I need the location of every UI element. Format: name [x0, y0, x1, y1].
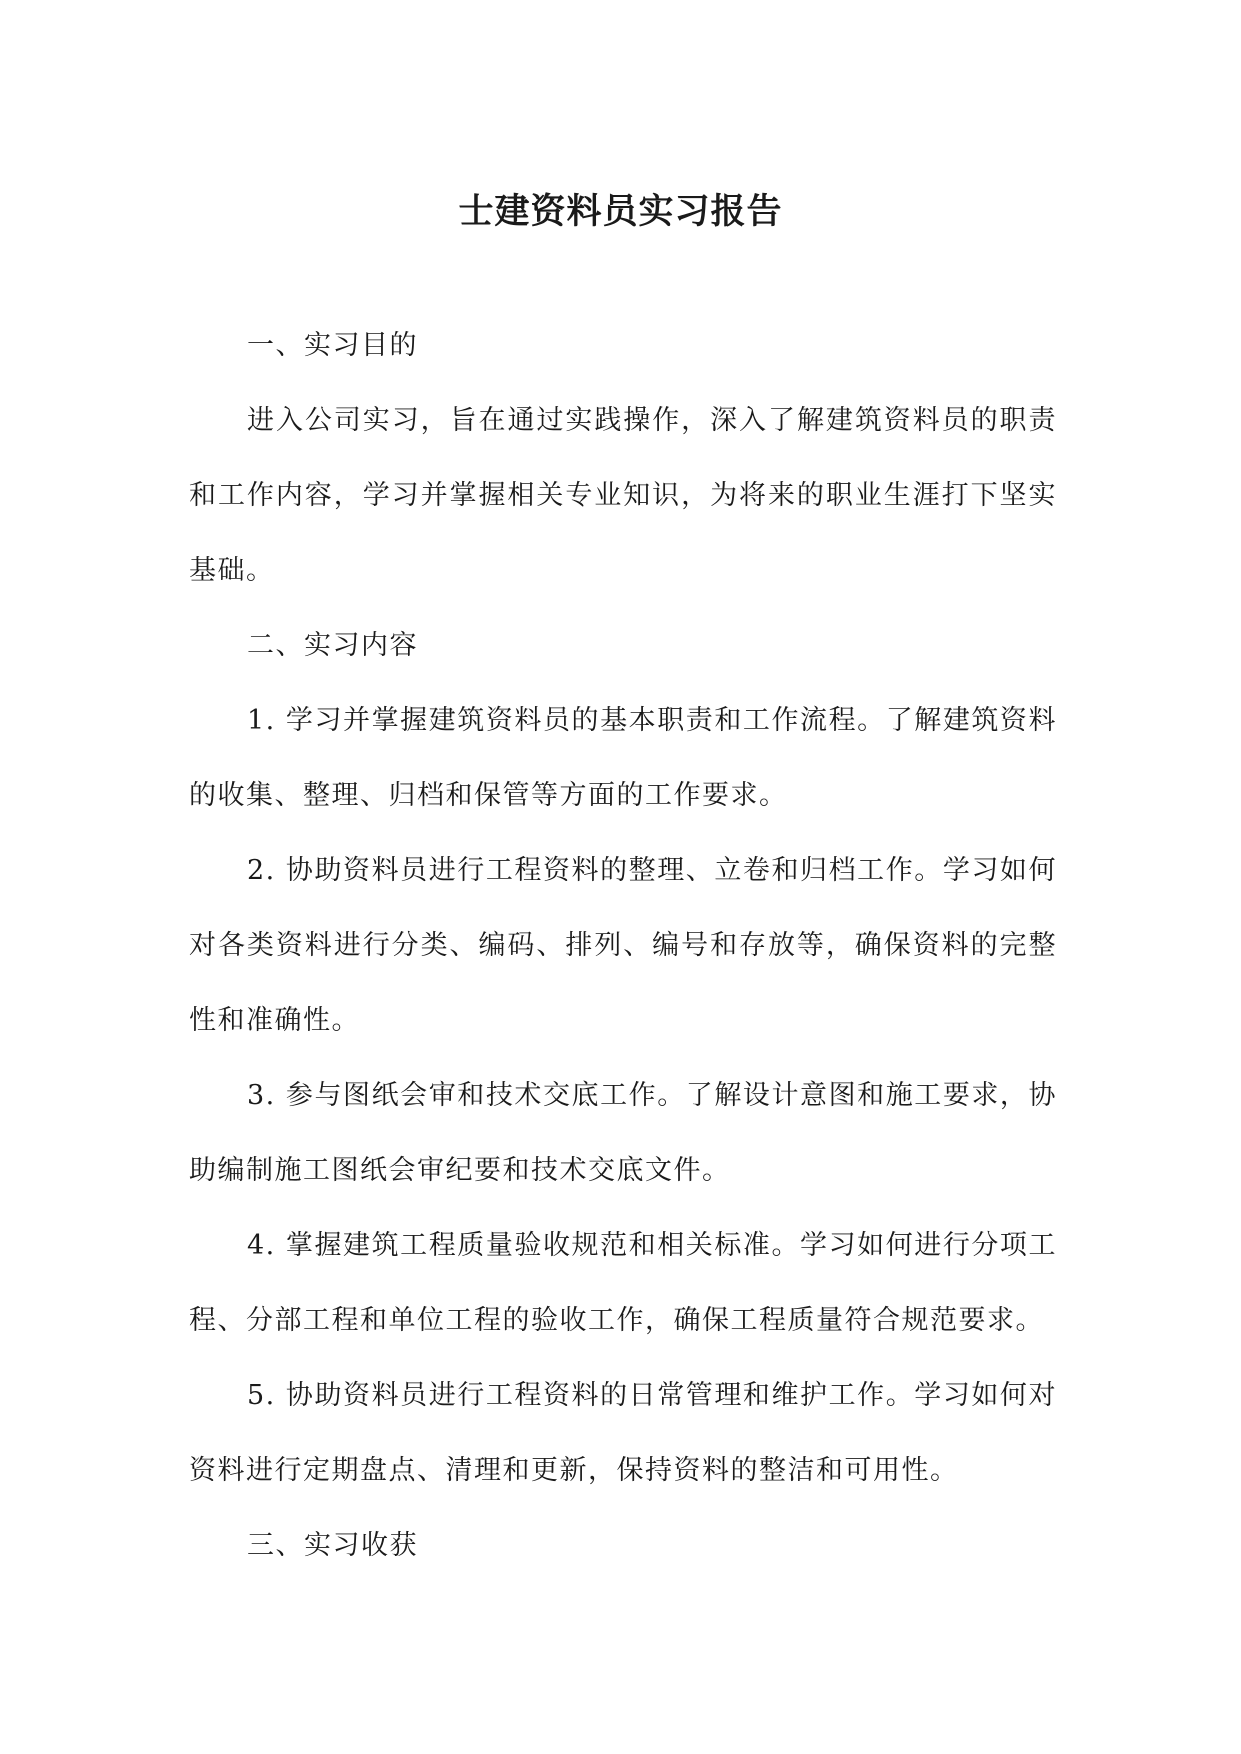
list-item-4: 4. 掌握建筑工程质量验收规范和相关标准。学习如何进行分项工程、分部工程和单位工程的验收工作，确保工程质量符合规范要求。	[189, 1230, 1057, 1336]
document-body	[189, 308, 1057, 1583]
paragraph-purpose: 进入公司实习，旨在通过实践操作，深入了解建筑资料员的职责和工作内容，学习并掌握相关专业知识，为将来的职业生涯打下坚实基础。	[189, 405, 1057, 586]
section-heading-gains: 三、实习收获	[247, 1530, 418, 1561]
list-item-3: 3. 参与图纸会审和技术交底工作。了解设计意图和施工要求，协助编制施工图纸会审纪要和技术交底文件。	[189, 1080, 1057, 1186]
section-heading-purpose: 一、实习目的	[247, 330, 418, 361]
list-item-1: 1. 学习并掌握建筑资料员的基本职责和工作流程。了解建筑资料的收集、整理、归档和保管等方面的工作要求。	[189, 705, 1057, 811]
list-item-2: 2. 协助资料员进行工程资料的整理、立卷和归档工作。学习如何对各类资料进行分类、编码、排列、编号和存放等，确保资料的完整性和准确性。	[189, 855, 1057, 1036]
list-item-5: 5. 协助资料员进行工程资料的日常管理和维护工作。学习如何对资料进行定期盘点、清理和更新，保持资料的整洁和可用性。	[189, 1380, 1057, 1486]
section-heading-content: 二、实习内容	[247, 630, 418, 661]
document-title: 士建资料员实习报告	[458, 191, 783, 232]
